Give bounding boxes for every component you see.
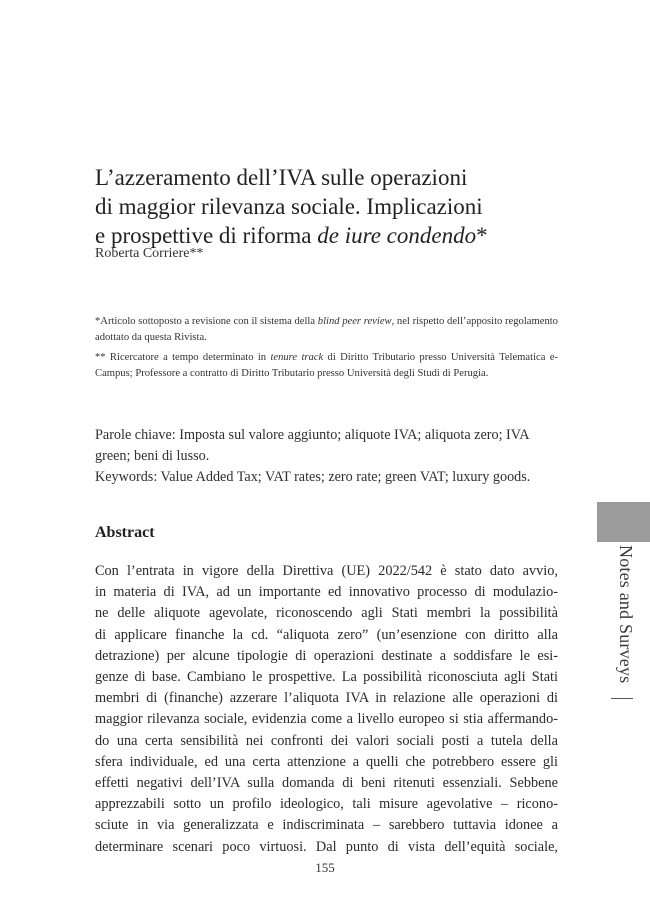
abstract-line: in materia di IVA, ad un importante ed innovativo processo di modulazio- bbox=[95, 584, 558, 601]
footnote-review-post: , nel rispetto dell’apposito regolamento adottato da questa Rivista. bbox=[95, 316, 558, 343]
title-line-3-text: e prospettive di riforma bbox=[95, 223, 318, 249]
abstract-line: effetti negativi dell’IVA sulla domanda di beni ritenuti essenziali. Sebbene bbox=[95, 775, 558, 792]
page-number: 155 bbox=[315, 860, 335, 875]
article-title bbox=[95, 163, 565, 250]
section-side-label: Notes and Surveys bbox=[616, 545, 636, 684]
keywords-block bbox=[95, 425, 565, 488]
author-name: Roberta Corriere** bbox=[95, 246, 204, 261]
section-tab-marker bbox=[597, 502, 650, 542]
title-line-1: L’azzeramento dell’IVA sulle operazioni bbox=[95, 165, 468, 191]
title-footnote-mark: * bbox=[476, 223, 488, 249]
footnote-author bbox=[95, 350, 558, 382]
abstract-line: determinare scenari poco virtuosi. Dal punto di vista dell’equità sociale, bbox=[95, 838, 558, 855]
abstract-line: di applicare finanche la cd. “aliquota zero” (un’esenzione con diritto alla bbox=[95, 626, 558, 643]
abstract-line: genze di base. Cambiano le prospettive. La possibilità riconosciuta agli Stati bbox=[95, 669, 558, 686]
abstract-line: maggior rilevanza sociale, evidenzia come a livello europeo si stia affermando- bbox=[95, 711, 558, 728]
footnote-author-pre: ** Ricercatore a tempo determinato in bbox=[95, 352, 271, 363]
keywords-english: Keywords: Value Added Tax; VAT rates; zero rate; green VAT; luxury goods. bbox=[95, 469, 531, 485]
keywords-italian-line-1: Parole chiave: Imposta sul valore aggiunto; aliquote IVA; aliquota zero; IVA bbox=[95, 427, 530, 443]
title-italic: de iure condendo bbox=[317, 223, 477, 249]
footnote-author-italic: tenure track bbox=[270, 352, 324, 363]
abstract-heading: Abstract bbox=[95, 524, 155, 541]
side-label-rule bbox=[611, 698, 633, 699]
footnote-review bbox=[95, 314, 558, 346]
footnote-author-post: di Diritto Tributario presso Università Telematica e-Campus; Professore a contratto di Diritto Tributario presso Università degli Studi di Perugia. bbox=[95, 352, 558, 379]
abstract-line: sfera individuale, ed una certa attenzione a quelli che potrebbero essere gli bbox=[95, 753, 558, 770]
footnote-review-pre: *Articolo sottoposto a revisione con il sistema della bbox=[95, 316, 318, 327]
abstract-line: ne delle aliquote agevolate, riconoscendo agli Stati membri la possibilità bbox=[95, 605, 558, 622]
abstract-line: Con l’entrata in vigore della Direttiva (UE) 2022/542 è stato dato avvio, bbox=[95, 563, 558, 579]
title-line-2: di maggior rilevanza sociale. Implicazioni bbox=[95, 194, 483, 220]
abstract-line: do una certa sensibilità nei confronti dei valori sociali posti a tutela della bbox=[95, 732, 558, 749]
abstract-line: sciute in via generalizzata e indiscriminata – sarebbero tuttavia idonee a bbox=[95, 817, 558, 834]
abstract-line: apprezzabili sotto un profilo ideologico, tali misure agevolative – ricono- bbox=[95, 796, 558, 813]
abstract-line: membri di (finanche) azzerare l’aliquota IVA in relazione alle operazioni di bbox=[95, 690, 558, 707]
keywords-italian-line-2: green; beni di lusso. bbox=[95, 448, 210, 464]
footnote-review-italic: blind peer review bbox=[317, 316, 392, 327]
abstract-line: detrazione) per alcune tipologie di operazioni destinate a soddisfare le esi- bbox=[95, 647, 558, 664]
abstract-body bbox=[95, 561, 558, 858]
